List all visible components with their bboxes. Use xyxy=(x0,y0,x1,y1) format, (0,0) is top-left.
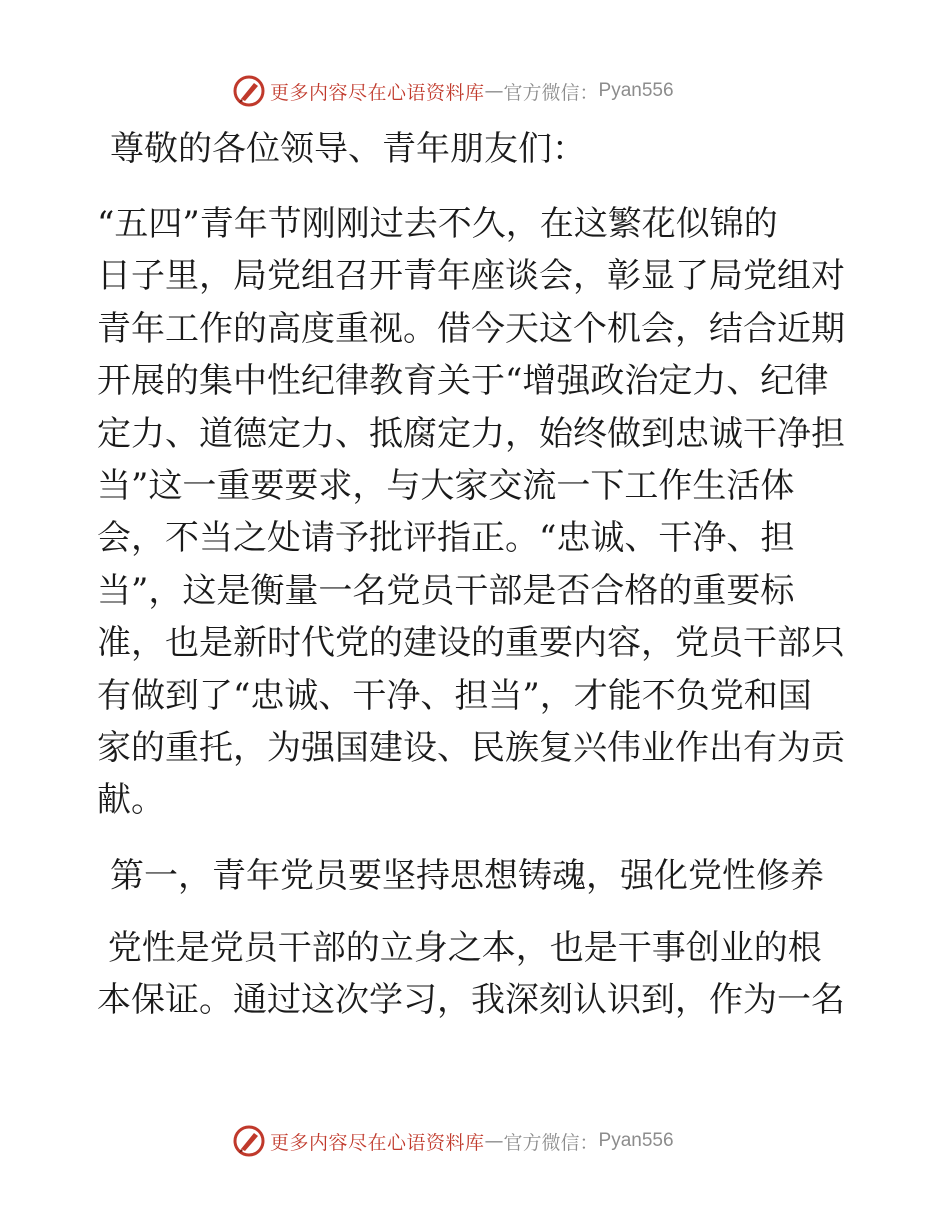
pen-logo-icon xyxy=(232,74,266,108)
watermark-wechat-id: Pyan556 xyxy=(598,80,674,101)
paragraph-line: 日子里，局党组召开青年座谈会，彰显了局党组对 xyxy=(97,256,845,297)
greeting: 尊敬的各位领导、青年朋友们： xyxy=(110,129,586,169)
paragraph-1 xyxy=(97,198,857,827)
paragraph-line: 准，也是新时代党的建设的重要内容，党员干部只 xyxy=(97,623,845,664)
paragraph-line: 定力、道德定力、抵腐定力，始终做到忠诚干净担 xyxy=(97,413,845,454)
paragraph-line: 当”这一重要要求，与大家交流一下工作生活体 xyxy=(97,466,795,507)
watermark-footer xyxy=(232,1124,674,1158)
paragraph-line: 有做到了“忠诚、干净、担当”，才能不负党和国 xyxy=(97,675,812,716)
paragraph-line: 本保证。通过这次学习，我深刻认识到，作为一名 xyxy=(97,980,845,1021)
document-body xyxy=(97,120,857,1027)
watermark-separator: — xyxy=(484,1130,504,1152)
paragraph-line: 青年工作的高度重视。借今天这个机会，结合近期 xyxy=(97,308,845,349)
watermark-title: 更多内容尽在心语资料库 xyxy=(270,1131,485,1154)
pen-logo-icon xyxy=(232,1124,266,1158)
section-heading: 第一，青年党员要坚持思想铸魂，强化党性修养 xyxy=(110,855,824,896)
watermark-wechat-id: Pyan556 xyxy=(598,1130,674,1151)
paragraph-line: 当”，这是衡量一名党员干部是否合格的重要标 xyxy=(97,570,795,611)
paragraph-line: 开展的集中性纪律教育关于“增强政治定力、纪律 xyxy=(97,361,829,402)
watermark-subtitle: 官方微信： xyxy=(503,1131,599,1154)
paragraph-2 xyxy=(97,922,857,1027)
watermark-title: 更多内容尽在心语资料库 xyxy=(270,81,485,104)
paragraph-line: 家的重托，为强国建设、民族复兴伟业作出有为贡 xyxy=(97,728,845,769)
paragraph-line: 献。 xyxy=(97,780,165,821)
watermark-header xyxy=(232,74,674,108)
watermark-subtitle: 官方微信： xyxy=(503,81,599,104)
paragraph-line: “五四”青年节刚刚过去不久，在这繁花似锦的 xyxy=(97,204,778,244)
watermark-separator: — xyxy=(484,80,504,102)
paragraph-line: 党性是党员干部的立身之本，也是干事创业的根 xyxy=(97,927,822,968)
paragraph-line: 会，不当之处请予批评指正。“忠诚、干净、担 xyxy=(97,518,795,559)
